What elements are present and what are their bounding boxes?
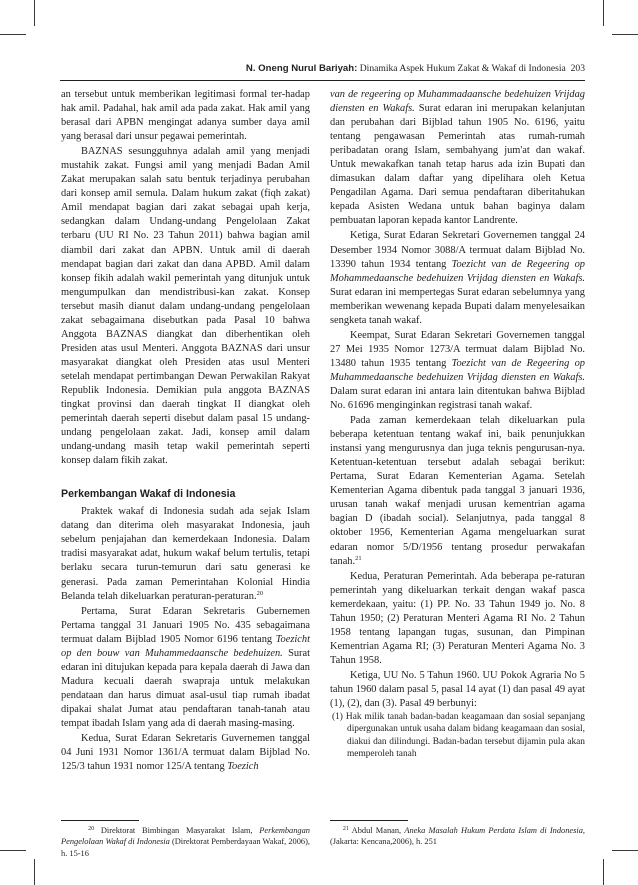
header-author: N. Oneng Nurul Bariyah: bbox=[245, 63, 358, 74]
header-rule bbox=[60, 80, 585, 81]
paragraph: an tersebut untuk memberikan legitimasi formal ter-hadap hak amil. Padahal, hak amil ada pada zakat. Hak amil yang berasal dari APBN mengingat adanya sumber daya amil yang berasal dari unsur pegawai pemerintah. bbox=[61, 89, 310, 143]
paragraph: Praktek wakaf di Indonesia sudah ada sejak Islam datang dan diterima oleh masyarakat Indonesia, jauh sebelum penjajahan dan kemerdekaan Indonesia. Dalam tradisi masyarakat adat, hukum wakaf belum tertulis, tetapi berlaku secara turun-temurun dari satu generasi ke generasi. Pada zaman Pemerintahan Kolonial Hindia Belanda telah dikeluarkan peraturan-peraturan.$^{20}$ bbox=[61, 506, 310, 602]
crop-mark bbox=[34, 859, 35, 885]
right-column bbox=[330, 88, 585, 760]
crop-mark bbox=[612, 850, 638, 851]
paragraph: Kedua, Peraturan Pemerintah. Ada beberapa pe-raturan pemerintah yang dikeluarkan terkait dengan wakaf pasca kemerdekaan, yaitu: (1) PP. No. 33 Tahun 1949 jo. No. 8 Tahun 1950; (2) Peraturan Menteri Agama RI No. 2 Tahun 1958 tentang lapangan tugas, susunan, dan Pimpinan Kementrian Agama RI; (3) Peraturan Menteri Agama No. 3 Tahun 1958. bbox=[330, 570, 585, 666]
paragraph: van de regeering op Muhammadaansche bedehuizen Vrijdag diensten en Wakafs. Surat edaran ini merupakan kelanjutan dan perubahan dari Bijblad tahun 1905 No. 6196, yaitu tentang pengawasan Pemerintah atas rumah-rumah peribadatan orang Islam, sembahyang jum'at dan wakaf. Untuk mewakafkan tanah tetap harus ada izin Bupati dan dimasukan dalam daftar yang dipelihara oleh Ketua Pengadilan Agama. Dari semua pendaftaran diberitahukan kepada Asisten Wedana untuk bahan baginya dalam pembuatan laporan kepada kantor Landrente. bbox=[330, 89, 585, 227]
section-heading: Perkembangan Wakaf di Indonesia bbox=[61, 488, 236, 501]
paragraph: Kedua, Surat Edaran Sekretaris Guvernemen tanggal 04 Juni 1931 Nomor 1361/A termuat dalam Bijblad No. 125/3 tahun 1931 nomor 125/A tentang Toezich bbox=[61, 733, 310, 773]
paragraph: BAZNAS sesungguhnya adalah amil yang menjadi mustahik zakat. Fungsi amil yang menjadi Badan Amil Zakat merupakan salah satu bentuk terjadinya perubahan dari konsep amil semula. Dalam hukum zakat (fiqh zakat) Amil mendapat bagian dari zakat sebagai upah kerja, sedangkan dalam Undang-undang Pengelolaan Zakat terbaru (UU RI No. 23 Tahun 2011) bahwa bagian amil diambil dari zakat dan APBN. Untuk amil di daerah mendapat bagian dari zakat dan dana APBD. Amil dalam konsep fikih adalah wakil pemerintah yang ditunjuk untuk mengumpulkan dan mendistribusi-kan zakat. Konsep tersebut masih dianut dalam undang-undang pengelolaan zakat sebagaimana disebutkan pada Pasal 10 bahwa Anggota BAZNAS diangkat dan diberhentikan oleh Presiden atas usul Menteri. Anggota BAZNAS dari unsur masyarakat diangkat oleh Presiden atas usul Menteri setelah mendapat pertimbangan Dewan Perwakilan Rakyat Republik Indonesia. Demikian pula anggota BAZNAS tingkat provinsi dan daerah tingkat II diangkat oleh pemerintah daerah seperti disebut dalam pasal 15 undang-undang pengelolaan zakat. Jadi, konsep amil dalam undang-undang masih tetap wakil pemerintah seperti konsep dalam fikih zakat. bbox=[61, 146, 310, 467]
footnote: $^{20}$ Direktorat Bimbingan Masyarakat Islam, Perkembangan Pengelolaan Wakaf di Indonesia (Direktorat Pemberdayaan Wakaf, 2006), h. 15-16 bbox=[61, 826, 310, 858]
paragraph: Ketiga, Surat Edaran Sekretari Governemen tanggal 24 Desember 1934 Nomor 3088/A termuat dalam Bijblad No. 13390 tahun 1934 tentang Toezicht van de Regeering op Mohammedaansche bedehuizen Vrijdag diensten en Wakafs. Surat edaran ini mempertegas Surat edaran sebelumnya yang memberikan wewenang kepada Bupati dalam menyelesaikan sengketa tanah wakaf. bbox=[330, 230, 585, 326]
crop-mark bbox=[0, 850, 26, 851]
crop-mark bbox=[612, 34, 638, 35]
paragraph: Ketiga, UU No. 5 Tahun 1960. UU Pokok Agraria No 5 tahun 1960 dalam pasal 5, pasal 14 ayat (1) dan pasal 49 ayat (1), (2), dan (3). Pasal 49 berbunyi: bbox=[330, 669, 585, 710]
crop-mark bbox=[0, 34, 26, 35]
crop-mark bbox=[603, 0, 604, 26]
crop-mark bbox=[603, 859, 604, 885]
footnote-rule bbox=[61, 820, 139, 821]
footnote: $^{21}$ Abdul Manan, Aneka Masalah Hukum Perdata Islam di Indonesia, (Jakarta: Kencana,2006), h. 251 bbox=[330, 826, 585, 847]
footnote-ref: 21 bbox=[355, 554, 362, 562]
paragraph: Pertama, Surat Edaran Sekretaris Gubernemen Pertama tanggal 31 Januari 1905 No. 435 sebagaimana termuat dalam Bijblad 1905 Nomor 6196 tentang Toezicht op den bouw van Muhammedaansche bedehuizen. Surat edaran ini ditujukan kepada para kepala daerah di Jawa dan Madura kecuali daerah swapraja untuk melakukan pendataan dan harus dimuat asal-usul tiap rumah ibadat dipakai shalat Jumat atau pendaftaran tanah-tanah atau tempat ibadah Islam yang ada di daerah masing-masing. bbox=[61, 605, 310, 729]
footnote-ref: 20 bbox=[256, 589, 264, 597]
header-title: Dinamika Aspek Hukum Zakat & Wakaf di Indonesia bbox=[359, 63, 566, 74]
page-number: 203 bbox=[570, 63, 585, 74]
footnote-rule bbox=[330, 820, 408, 821]
crop-mark bbox=[34, 0, 35, 26]
left-column bbox=[61, 88, 310, 774]
paragraph: Keempat, Surat Edaran Sekretari Governemen tanggal 27 Mei 1935 Nomor 1273/A termuat dalam Bijblad No. 13480 tahun 1935 tentang Toezicht van de Regeering op Muhammedaansche bedehuizen Vrijdag diensten en Wakafs. Dalam surat edaran ini antara lain ditentukan bahwa Bijblad No. 61696 menginginkan registrasi tanah wakaf. bbox=[330, 329, 585, 412]
running-header bbox=[60, 63, 585, 74]
paragraph: Pada zaman kemerdekaan telah dikeluarkan pula beberapa ketentuan tentang wakaf ini, baik penunjukkan instansi yang mengurusnya dan juga teknis pengurusan-nya. Ketentuan-ketentuan tersebut adalah sebagai berikut: Pertama, Surat Edaran Kementerian Agama. Setelah Kementerian Agama dibentuk pada tanggal 3 januari 1936, urusan tanah wakaf menjadi urusan kementrian agama bagian D (ibadah social). Selanjutnya, pada tanggal 8 oktober 1956, Kementerian Agama mengeluarkan surat edaran nomor 5/D/1956 tentang prosedur perwakafan tanah.$^{21}$ bbox=[330, 415, 585, 567]
block-quote: (1) Hak milik tanah badan-badan keagamaan dan sosial sepanjang dipergunakan untuk usaha dalam bidang keagamaan dan sosial, diakui dan dilindungi. Badan-badan tersebut dijamin pula akan memperoleh tanah bbox=[332, 712, 585, 759]
